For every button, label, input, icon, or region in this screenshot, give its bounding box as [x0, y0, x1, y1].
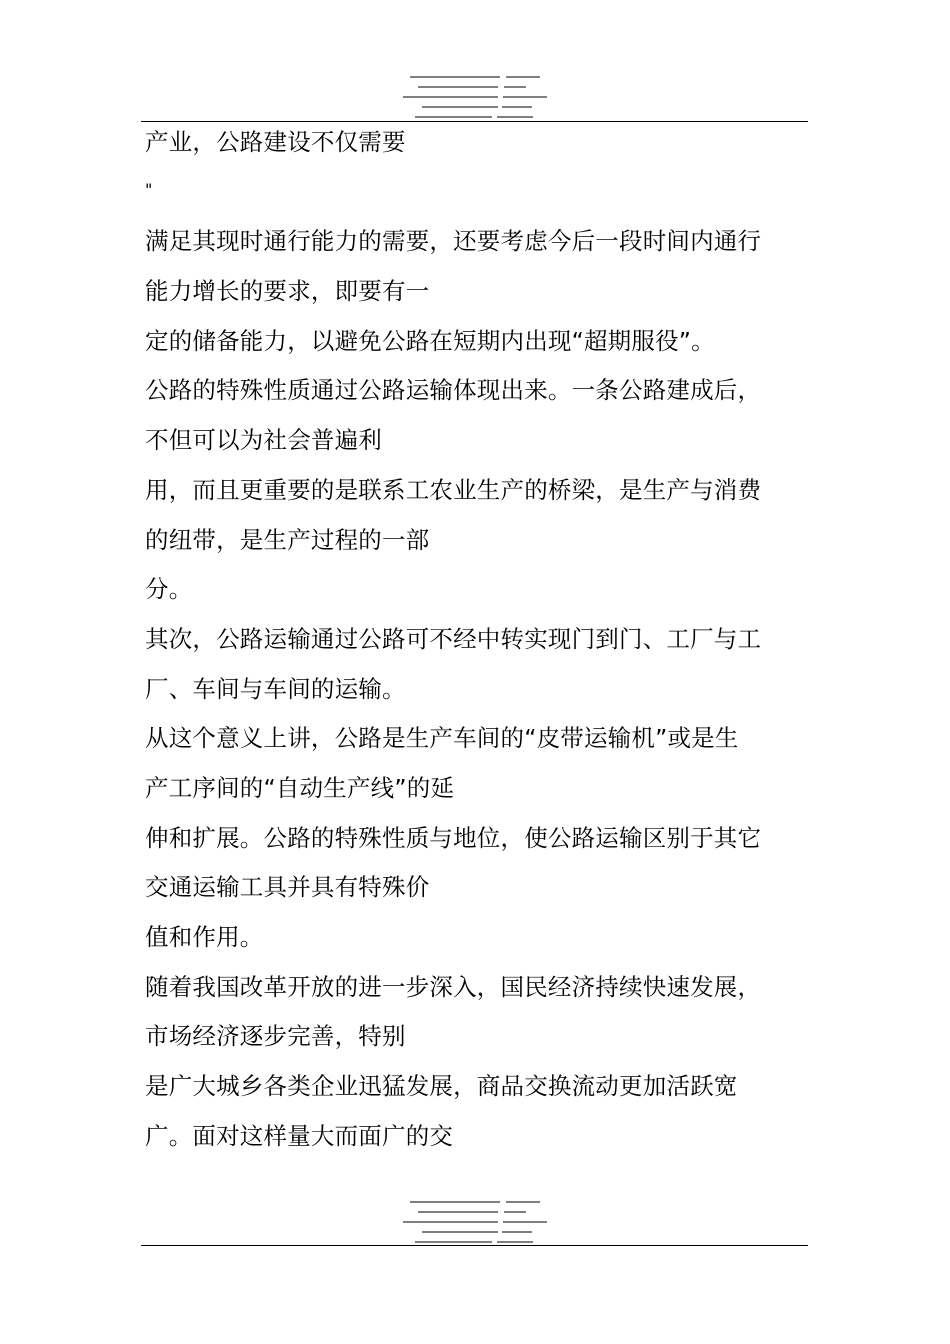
header-decoration-icon	[400, 72, 550, 122]
text-line: 分。	[145, 575, 193, 604]
text-line: 的纽带，是生产过程的一部	[145, 525, 430, 554]
text-line: 定的储备能力，以避免公路在短期内出现“超期服役”。	[145, 326, 715, 355]
footer-decoration-icon	[400, 1197, 550, 1247]
text-line: 值和作用。	[145, 923, 264, 951]
text-line: 用，而且更重要的是联系工农业生产的桥梁，是生产与消费	[145, 475, 762, 504]
text-line: 能力增长的要求，即要有一	[145, 277, 430, 306]
text-line: 其次，公路运输通过公路可不经中转实现门到门、工厂与工	[145, 624, 762, 653]
text-line: 产业，公路建设不仅需要	[145, 128, 406, 156]
text-line: 产工序间的“自动生产线”的延	[145, 773, 455, 802]
footer-rule	[141, 1245, 808, 1246]
text-line: 市场经济逐步完善，特别	[145, 1022, 406, 1051]
text-line: 不但可以为社会普遍利	[145, 426, 382, 455]
text-line: 伸和扩展。公路的特殊性质与地位，使公路运输区别于其它	[145, 823, 762, 852]
text-line: 是广大城乡各类企业迅猛发展，商品交换流动更加活跃宽	[145, 1072, 738, 1101]
text-line: 随着我国改革开放的进一步深入，国民经济持续快速发展，	[145, 972, 762, 1001]
text-line: 满足其现时通行能力的需要，还要考虑今后一段时间内通行	[145, 227, 762, 256]
text-line: 广。面对这样量大而面广的交	[145, 1121, 454, 1150]
text-line: 厂、车间与车间的运输。	[145, 674, 406, 703]
text-line: "	[145, 179, 153, 199]
text-line: 交通运输工具并具有特殊价	[145, 873, 430, 902]
text-line: 公路的特殊性质通过公路运输体现出来。一条公路建成后，	[145, 376, 762, 405]
body-text	[145, 118, 825, 1161]
text-line: 从这个意义上讲，公路是生产车间的“皮带运输机”或是生	[145, 724, 739, 753]
